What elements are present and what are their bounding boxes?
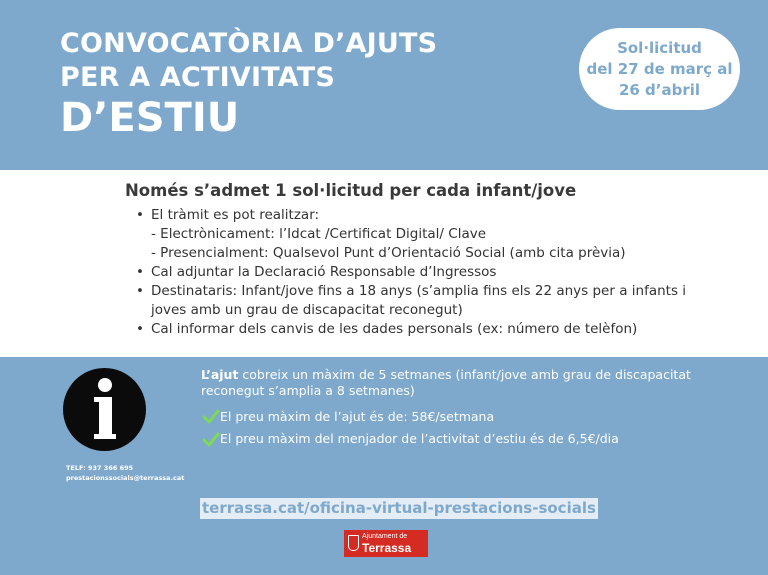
- checkmark-icon: [202, 431, 220, 447]
- title-line-1: CONVOCATÒRIA D’AJUTS: [60, 28, 438, 59]
- deadline-line-1: Sol·licitud: [617, 38, 702, 57]
- info-icon-dot: [98, 378, 112, 392]
- deadline-line-3: 26 d’abril: [618, 80, 701, 99]
- list-item: • Cal informar dels canvis de les dades personals (ex: número de telèfon): [135, 320, 725, 339]
- info-icon: [63, 368, 146, 451]
- requirements-list: [135, 206, 725, 339]
- header-banner: [0, 0, 768, 170]
- contact-info: [66, 463, 184, 483]
- list-item: • El tràmit es pot realitzar:: [135, 206, 725, 225]
- check-text-weekly-price: El preu màxim de l’ajut és de: 58€/setmana: [220, 409, 495, 424]
- check-row-weekly-price: [202, 409, 742, 425]
- logo-line-2: Terrassa: [362, 541, 412, 555]
- ajut-label: L’ajut: [201, 367, 239, 382]
- contact-email: prestacionssocials@terrassa.cat: [66, 474, 185, 482]
- checkmark-icon: [202, 409, 220, 425]
- info-icon-stem: [94, 397, 116, 439]
- list-item: • Cal adjuntar la Declaració Responsable d’Ingressos: [135, 263, 725, 282]
- check-row-lunch-price: [202, 431, 742, 447]
- deadline-line-2: del 27 de març al: [586, 59, 733, 78]
- check-text-lunch-price: El preu màxim del menjador de l’activitat d’estiu és de 6,5€/dia: [220, 431, 619, 446]
- list-item: - Electrònicament: l’Idcat /Certificat Digital/ Clave: [151, 226, 487, 242]
- logo-line-1: Ajuntament de: [362, 533, 408, 540]
- ajuntament-terrassa-logo: [344, 530, 428, 557]
- page-title: [60, 28, 438, 141]
- requirements-heading: Només s’admet 1 sol·licitud per cada infant/jove: [125, 181, 577, 200]
- list-item: • Destinataris: Infant/jove fins a 18 anys (s’amplia fins els 22 anys per a infants i joves amb un grau de discapacitat reconegut): [135, 282, 725, 320]
- title-line-3: D’ESTIU: [60, 95, 240, 141]
- deadline-pill: [579, 28, 740, 110]
- ajut-text: cobreix un màxim de 5 setmanes (infant/jove amb grau de discapacitat reconegut s’amplia a 8 setmanes): [201, 367, 691, 398]
- ajut-description: [201, 367, 741, 399]
- list-item: - Presencialment: Qualsevol Punt d’Orientació Social (amb cita prèvia): [151, 245, 626, 261]
- shield-icon: [348, 535, 359, 551]
- contact-phone: TELF: 937 366 695: [66, 464, 134, 472]
- requirements-panel: [0, 170, 768, 357]
- title-line-2: PER A ACTIVITATS: [60, 62, 336, 93]
- virtual-office-link[interactable]: terrassa.cat/oficina-virtual-prestacions-socials: [202, 499, 596, 517]
